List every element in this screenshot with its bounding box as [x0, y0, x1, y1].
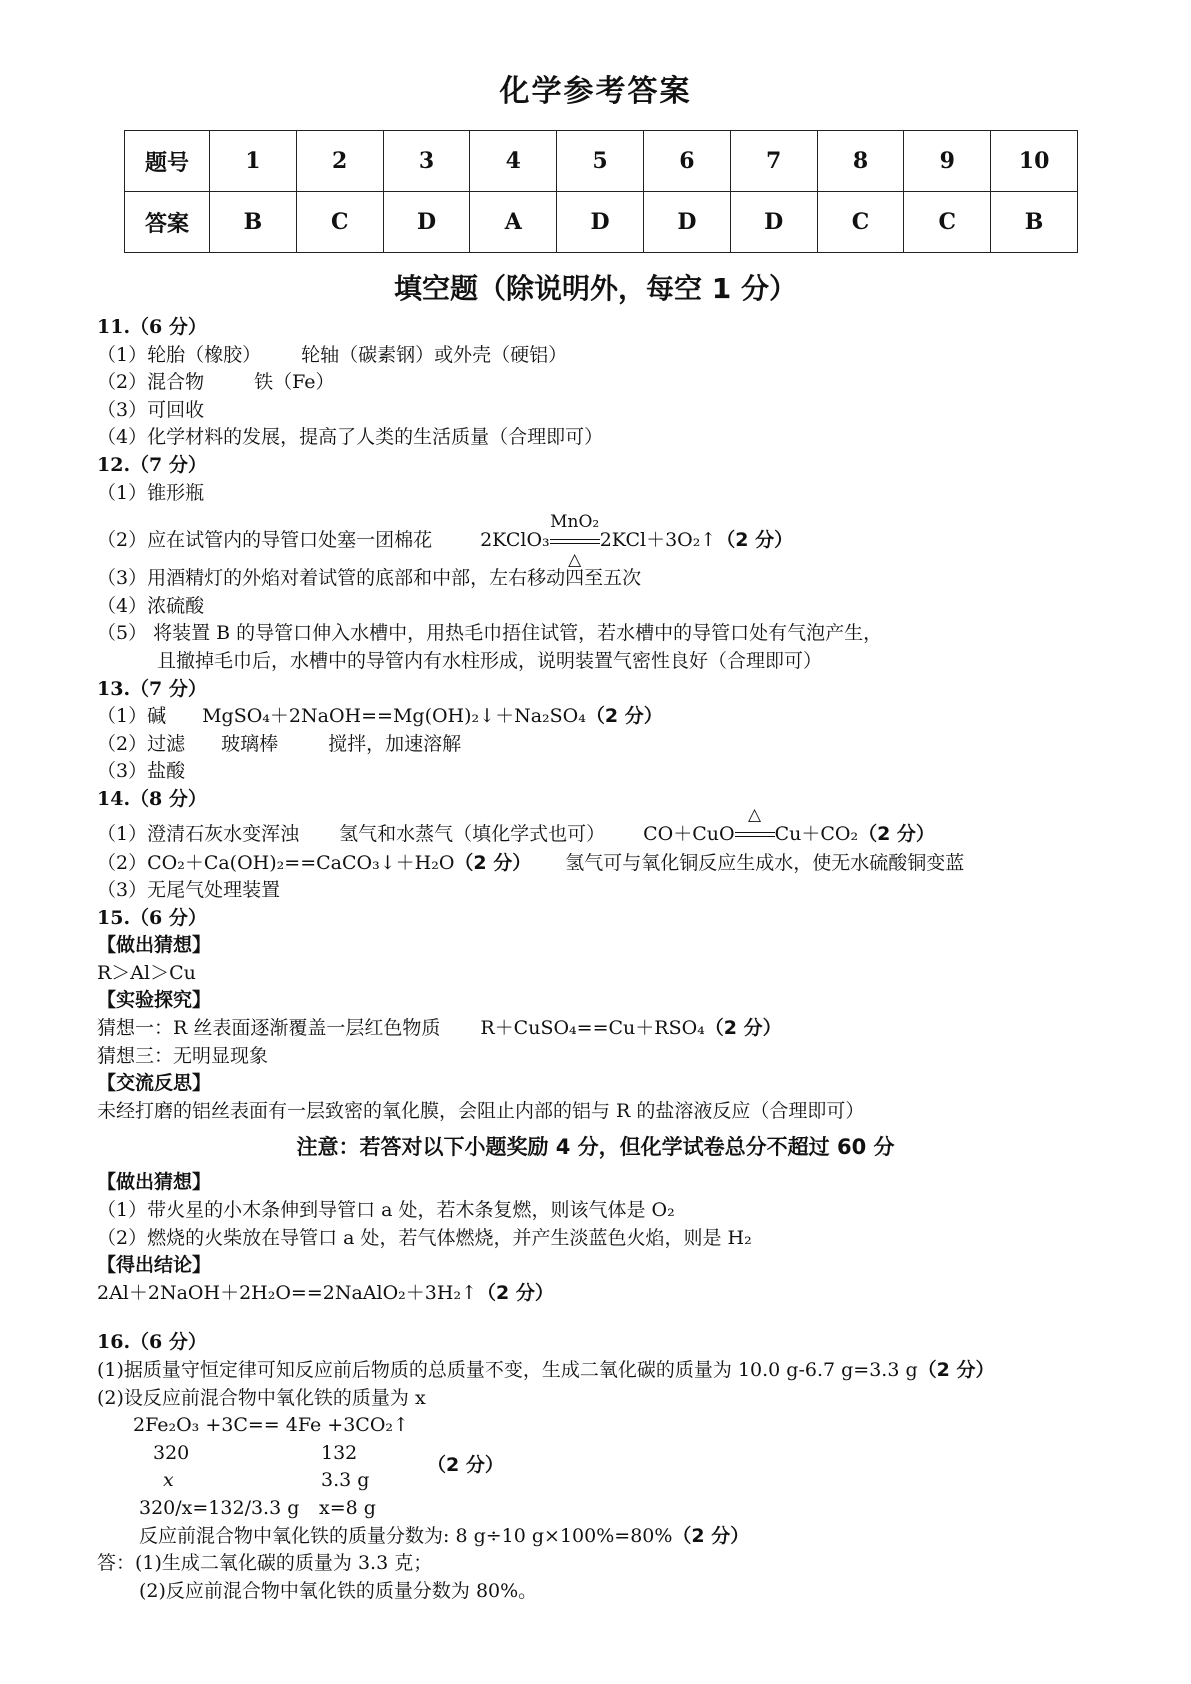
- q14-2a: （2）CO₂＋Ca(OH)₂==CaCO₃↓＋H₂O: [97, 851, 455, 874]
- q11-1a: （1）轮胎（橡胶）: [97, 343, 262, 366]
- q11-2a: （2）混合物: [97, 371, 205, 394]
- answer-cell: D: [383, 192, 470, 253]
- q14-eq-left: CO＋CuO: [643, 822, 735, 845]
- answer-cell: C: [904, 192, 991, 253]
- q14-score-2: （2 分）: [454, 851, 532, 874]
- q12-catalyst: MnO₂: [550, 512, 600, 533]
- q12-heat-symbol: △: [568, 550, 582, 571]
- answer-cell: B: [991, 192, 1078, 253]
- q14-eq-sign: [735, 832, 775, 837]
- q13-2c: 搅拌，加速溶解: [328, 732, 462, 755]
- q11-1b: 轮轴（碳素钢）或外壳（硬铝）: [301, 343, 568, 366]
- q16-equation: 2Fe₂O₃ +3C== 4Fe +3CO₂↑: [133, 1414, 409, 1437]
- q13-line-3: （3）盐酸: [97, 760, 186, 783]
- q16-line-2: (2)设反应前混合物中氧化铁的质量为 x: [97, 1386, 426, 1409]
- answer-cell: B: [210, 192, 297, 253]
- q13-equation: MgSO₄＋2NaOH==Mg(OH)₂↓＋Na₂SO₄: [202, 705, 586, 728]
- answer-cell: D: [730, 192, 817, 253]
- q14-eq-condition: [735, 804, 775, 854]
- row-label-number: 题号: [125, 131, 210, 192]
- question-12-heading: 12.（7 分）: [97, 453, 207, 476]
- question-13-heading: 13.（7 分）: [97, 677, 207, 700]
- bonus-notice: 注意：若答对以下小题奖励 4 分，但化学试卷总分不超过 60 分: [296, 1135, 895, 1160]
- bonus-equation-line: [97, 1280, 1157, 1308]
- bonus-subheading-conclusion: 【得出结论】: [97, 1254, 212, 1277]
- answer-row: [125, 192, 1078, 253]
- q12-eq-right: 2KCl＋3O₂↑: [599, 529, 717, 552]
- q16-ratio: 320/x=132/3.3 g: [139, 1496, 300, 1519]
- q13-2a: （2）过滤: [97, 732, 186, 755]
- answer-cell: C: [296, 192, 383, 253]
- q14-line-2: [97, 850, 1157, 878]
- q11-line-1: [97, 342, 1157, 370]
- q16-score-2: （2 分）: [427, 1453, 504, 1476]
- q15-experiment-2: 猜想三：无明显现象: [97, 1044, 269, 1067]
- q13-score: （2 分）: [585, 705, 663, 728]
- question-number: 5: [557, 131, 644, 192]
- q14-heat-symbol: △: [748, 804, 762, 825]
- question-number: 9: [904, 131, 991, 192]
- q14-line-3: （3）无尾气处理装置: [97, 879, 281, 902]
- q15-experiment-1: [97, 1015, 1157, 1043]
- q14-2b: 氢气可与氧化铜反应生成水，使无水硫酸铜变蓝: [565, 851, 965, 874]
- q16-mass-co2: 132: [321, 1441, 358, 1464]
- q12-line-4: （4）浓硫酸: [97, 594, 205, 617]
- q15-e1a: 猜想一：R 丝表面逐渐覆盖一层红色物质: [97, 1017, 441, 1040]
- q12-eq-sign: [550, 539, 600, 544]
- q12-eq-condition: [550, 507, 600, 573]
- q16-ratio-line: [97, 1495, 1157, 1523]
- q13-line-1: [97, 703, 1157, 731]
- row-label-answer: 答案: [125, 192, 210, 253]
- q12-line-5a: （5） 将装置 B 的导管口伸入水槽中，用热毛巾捂住试管，若水槽中的导管口处有气泡产生，: [97, 622, 883, 645]
- bonus-line-1: （1）带火星的小木条伸到导管口 a 处，若木条复燃，则该气体是 O₂: [97, 1199, 675, 1222]
- bonus-equation: 2Al＋2NaOH＋2H₂O==2NaAlO₂＋3H₂↑: [97, 1281, 477, 1304]
- q12-eq-left: 2KClO₃: [480, 529, 550, 552]
- q11-line-4: （4）化学材料的发展，提高了人类的生活质量（合理即可）: [97, 426, 604, 449]
- q16-answer-2: (2)反应前混合物中氧化铁的质量分数为 80%。: [139, 1579, 538, 1602]
- answer-cell: C: [817, 192, 904, 253]
- q13-line-2: [97, 731, 1157, 759]
- question-number: 8: [817, 131, 904, 192]
- q16-score-3: （2 分）: [672, 1524, 750, 1547]
- q16-1: (1)据质量守恒定律可知反应前后物质的总质量不变，生成二氧化碳的质量为 10.0 g-6.7 g=3.3 g: [97, 1359, 918, 1381]
- q15-reflection: 未经打磨的铝丝表面有一层致密的氧化膜，会阻止内部的铝与 R 的盐溶液反应（合理即可）: [97, 1099, 865, 1122]
- q13-1a: （1）碱: [97, 705, 167, 728]
- question-number: 1: [210, 131, 297, 192]
- q14-1b: 氢气和水蒸气（填化学式也可）: [339, 822, 606, 845]
- answer-cell: A: [470, 192, 557, 253]
- answer-cell: D: [643, 192, 730, 253]
- q14-score-1: （2 分）: [858, 822, 935, 845]
- q15-score: （2 分）: [704, 1017, 782, 1040]
- q16-mass-fe2o3: 320: [153, 1441, 190, 1464]
- q16-var-co2: 3.3 g: [321, 1469, 370, 1492]
- q16-masses: [97, 1440, 1157, 1476]
- answer-table: [124, 130, 1078, 253]
- question-11-heading: 11.（6 分）: [97, 316, 207, 338]
- question-number: 2: [296, 131, 383, 192]
- q16-fraction: 反应前混合物中氧化铁的质量分数为: 8 g÷10 g×100%=80%: [139, 1524, 673, 1547]
- answers-body: [97, 314, 1157, 1605]
- q15-subheading-reflection: 【交流反思】: [97, 1072, 212, 1095]
- q13-2b: 玻璃棒: [221, 732, 279, 755]
- q16-score-1: （2 分）: [917, 1359, 995, 1381]
- spacer: [97, 1307, 1157, 1329]
- q11-line-2: [97, 369, 1157, 397]
- q12-2a: （2）应在试管内的导管口处塞一团棉花: [97, 529, 433, 552]
- question-number: 6: [643, 131, 730, 192]
- question-16-heading: 16.（6 分）: [97, 1331, 207, 1354]
- q15-subheading-experiment: 【实验探究】: [97, 989, 212, 1012]
- question-15-heading: 15.（6 分）: [97, 906, 207, 929]
- q12-line-3: （3）用酒精灯的外焰对着试管的底部和中部，左右移动四至五次: [97, 567, 642, 590]
- q15-hypothesis: R＞Al＞Cu: [97, 961, 196, 984]
- q11-2b: 铁（Fe）: [254, 371, 335, 394]
- question-number: 7: [730, 131, 817, 192]
- bonus-line-2: （2）燃烧的火柴放在导管口 a 处，若气体燃烧，并产生淡蓝色火焰，则是 H₂: [97, 1226, 752, 1249]
- bonus-subheading-hypothesis: 【做出猜想】: [97, 1171, 212, 1194]
- question-number: 4: [470, 131, 557, 192]
- q15-equation: R＋CuSO₄==Cu＋RSO₄: [480, 1017, 705, 1040]
- q15-subheading-hypothesis: 【做出猜想】: [97, 934, 212, 957]
- q16-variables: [97, 1467, 1157, 1495]
- question-number: 3: [383, 131, 470, 192]
- q14-1a: （1）澄清石灰水变浑浊: [97, 822, 300, 845]
- question-number-row: [125, 131, 1078, 192]
- q11-line-3: （3）可回收: [97, 398, 205, 421]
- q12-line-5b: 且撤掉毛巾后，水槽中的导管内有水柱形成，说明装置气密性良好（合理即可）: [157, 649, 823, 672]
- q14-eq-right: Cu＋CO₂: [774, 822, 859, 845]
- q16-var-x: x: [163, 1469, 174, 1492]
- question-14-heading: 14.（8 分）: [97, 787, 207, 810]
- q12-line-1: （1）锥形瓶: [97, 481, 205, 504]
- q16-fraction-line: [97, 1523, 1157, 1551]
- section-title: 填空题（除说明外，每空 1 分）: [394, 272, 797, 305]
- answer-cell: D: [557, 192, 644, 253]
- q14-line-1: [97, 804, 1157, 850]
- q16-answer-1: 答：(1)生成二氧化碳的质量为 3.3 克；: [97, 1552, 433, 1575]
- page-title: 化学参考答案: [499, 74, 692, 109]
- q12-score: （2 分）: [716, 529, 794, 552]
- q16-line-1: [97, 1357, 1157, 1385]
- bonus-score: （2 分）: [477, 1281, 554, 1304]
- q12-line-2: [97, 507, 1157, 571]
- q16-result: x=8 g: [319, 1496, 376, 1519]
- question-number: 10: [991, 131, 1078, 192]
